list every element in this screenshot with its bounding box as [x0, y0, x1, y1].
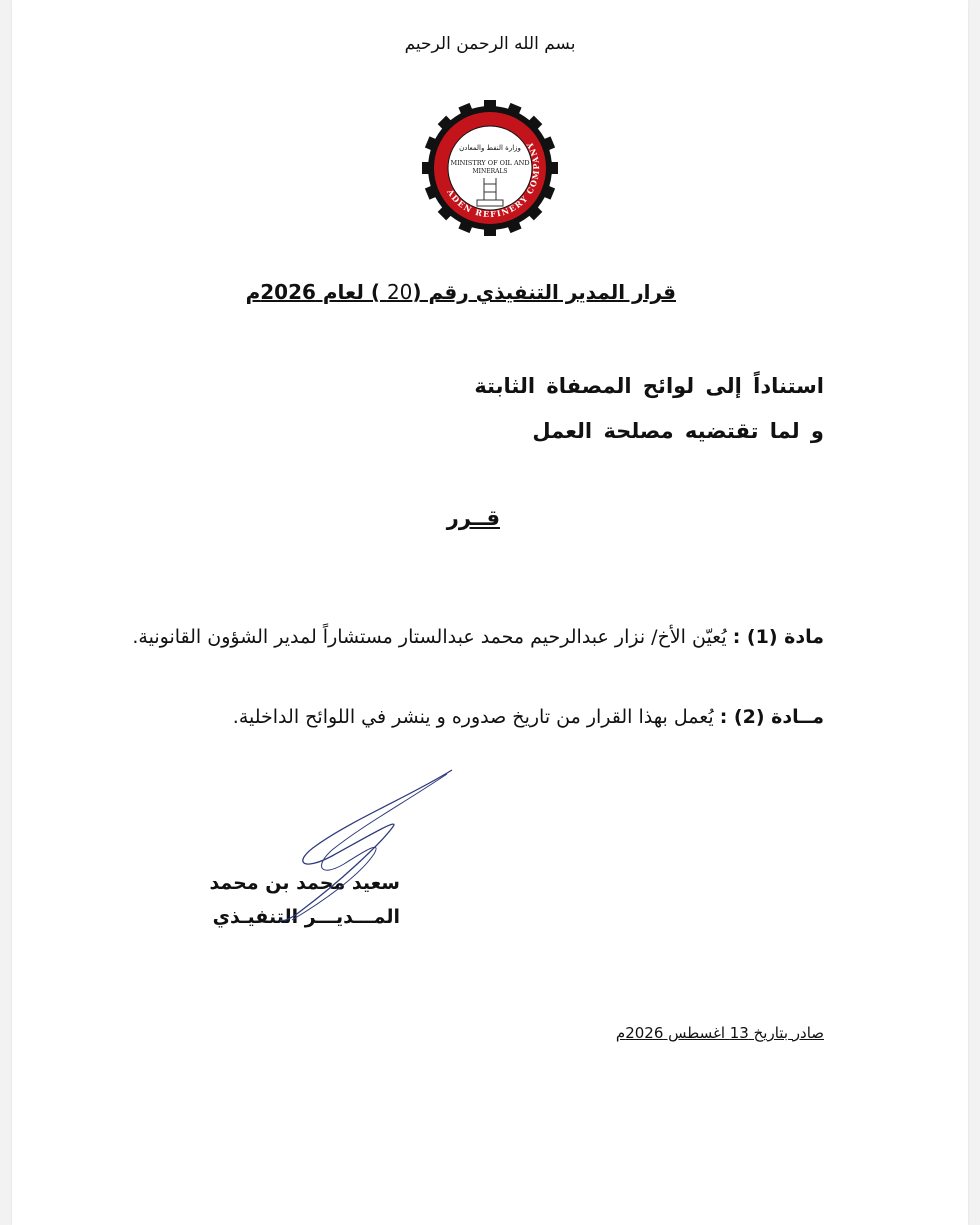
decision-number: 20 — [386, 280, 413, 304]
article-2-text: يُعمل بهذا القرار من تاريخ صدوره و ينشر في اللوائح الداخلية. — [232, 706, 714, 728]
article-1-label: مادة (1) : — [732, 626, 824, 648]
decision-title — [246, 280, 676, 304]
issue-date: صادر بتاريخ 13 اغسطس 2026م — [615, 1024, 824, 1042]
logo-english-text-1: MINISTRY OF OIL AND — [450, 159, 530, 167]
decided-heading: قــرر — [446, 506, 500, 530]
logo-arabic-text: وزارة النفط والمعادن — [459, 144, 521, 152]
signatory-title: المـــديـــر التنفيـذي — [212, 906, 400, 928]
document-page — [12, 0, 968, 1225]
logo-english-text-2: MINERALS — [472, 168, 508, 175]
article-1 — [132, 626, 824, 648]
article-1-text: يُعيّن الأخ/ نزار عبدالرحيم محمد عبدالستار مستشاراً لمدير الشؤون القانونية. — [132, 626, 727, 648]
logo-ring-text: ADEN REFINERY COMPANY — [445, 139, 542, 220]
preamble-line-1: استناداً إلى لوائح المصفاة الثابتة — [474, 374, 824, 398]
aden-refinery-logo — [422, 100, 558, 236]
decision-title-prefix: قرار المدير التنفيذي رقم ( — [412, 280, 676, 304]
article-2-label: مــادة (2) : — [719, 706, 824, 728]
basmala: بسم الله الرحمن الرحيم — [404, 34, 576, 54]
article-2 — [233, 706, 824, 728]
handwritten-signature — [262, 760, 462, 930]
decision-title-suffix: ) لعام 2026م — [245, 280, 380, 304]
preamble-line-2: و لما تقتضيه مصلحة العمل — [532, 419, 824, 443]
signatory-name: سعيد محمد بن محمد — [209, 872, 400, 894]
